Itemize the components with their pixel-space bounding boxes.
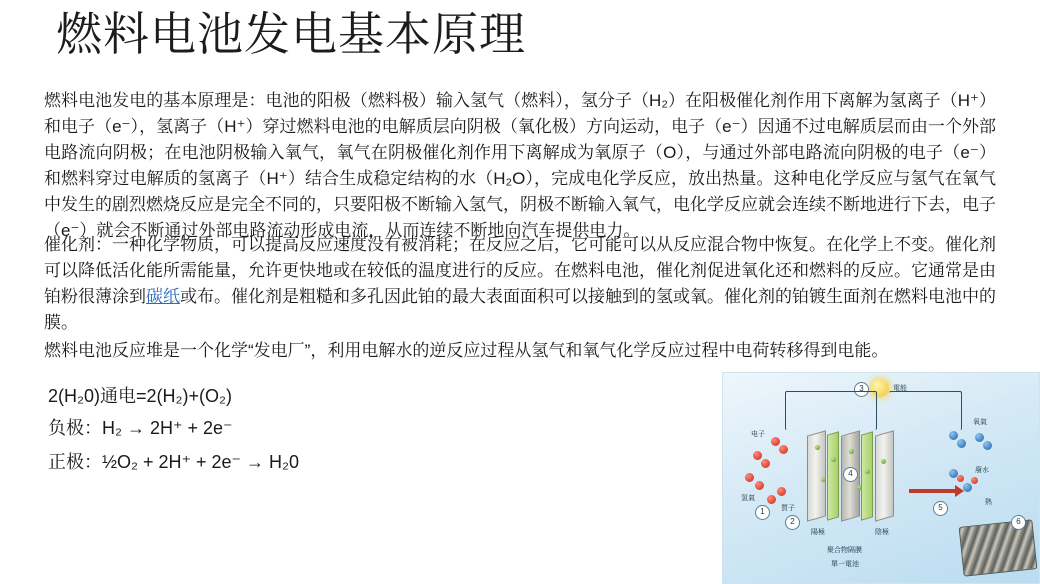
figure-badge-1: 1 xyxy=(755,505,770,520)
heat-arrow-line xyxy=(909,489,955,493)
figure-label-electron: 电子 xyxy=(751,431,765,438)
electron-particle xyxy=(865,469,870,474)
hydrogen-molecule xyxy=(755,481,764,490)
circuit-wire-left xyxy=(785,391,877,430)
membrane-layer xyxy=(827,431,839,520)
equation-overall: 2(H₂0)通电=2(H₂)+(O₂) xyxy=(48,386,232,406)
figure-badge-5: 5 xyxy=(933,501,948,516)
figure-badge-4: 4 xyxy=(843,467,858,482)
paragraph-2 xyxy=(44,232,996,336)
hydrogen-molecule xyxy=(761,459,770,468)
water-molecule xyxy=(963,483,972,492)
equation-cathode: 正极：½O₂ + 2H⁺ + 2e⁻ → H₂0 xyxy=(48,452,300,472)
oxygen-molecule xyxy=(983,441,992,450)
circuit-wire-right xyxy=(889,391,962,430)
figure-label-oxygen: 氧氣 xyxy=(973,419,987,426)
oxygen-molecule xyxy=(957,439,966,448)
hydrogen-molecule xyxy=(753,451,762,460)
page-title: 燃料电池发电基本原理 xyxy=(56,9,526,60)
figure-label-proton: 質子 xyxy=(781,505,795,512)
cathode-plate xyxy=(875,430,894,521)
equation-anode: 负极：H₂ → 2H⁺ + 2e⁻ xyxy=(48,418,233,438)
heat-arrow-head xyxy=(955,485,964,497)
figure-label-hydrogen: 氢氣 xyxy=(741,495,755,502)
paragraph-1: 燃料电池发电的基本原理是：电池的阳极（燃料极）输入氢气（燃料），氢分子（H₂）在阳极催化剂作用下离解为氢离子（H⁺）和电子（e⁻），氢离子（H⁺）穿过燃料电池的电解质层向阴极（氧化极）方向运动，电子（e⁻）因通不过电解质层而由一个外部电路流向阴极；在电池阴极输入氧气，氧气在阴极催化剂作用下离解成为氧原子（O），与通过外部电路流向阴极的电子（e⁻）和燃料穿过电解质的氢离子（H⁺）结合生成稳定结构的水（H₂O），完成电化学反应，放出热量。这种电化学反应与氢气在氧气中发生的剧烈燃烧反应是完全不同的，只要阳极不断输入氢气，阴极不断输入氧气，电化学反应就会连续不断地进行下去，电子（e⁻）就会不断通过外部电路流动形成电流，从而连续不断地向汽车提供电力。 xyxy=(44,91,996,240)
hydrogen-molecule xyxy=(779,445,788,454)
figure-label-cathode: 陰極 xyxy=(875,529,889,536)
electron-particle xyxy=(821,477,826,482)
electron-particle xyxy=(849,449,854,454)
figure-label-anode: 陽極 xyxy=(811,529,825,536)
oxygen-molecule xyxy=(975,433,984,442)
electron-particle xyxy=(815,445,820,450)
anode-plate xyxy=(807,430,826,521)
oxygen-molecule xyxy=(949,431,958,440)
water-molecule xyxy=(971,477,978,484)
figure-label-membrane: 聚合物隔膜 xyxy=(827,547,862,554)
carbon-paper-link[interactable]: 碳纸 xyxy=(146,287,180,306)
figure-badge-6: 6 xyxy=(1011,515,1026,530)
figure-label-bulb: 電能 xyxy=(893,385,907,392)
paragraph-2-text: 催化剂：一种化学物质，可以提高反应速度没有被消耗；在反应之后，它可能可以从反应混合物中恢复。在化学上不变。催化剂可以降低活化能所需能量，允许更快地或在较低的温度进行的反应。在燃料电池，催化剂促进氧化还和燃料的反应。它通常是由铂粉很薄涂到碳纸或布。催化剂是粗糙和多孔因此铂的最大表面面积可以接触到的氢或氧。催化剂的铂镀生面剂在燃料电池中的膜。 xyxy=(44,235,996,332)
hydrogen-molecule xyxy=(777,487,786,496)
figure-badge-3: 3 xyxy=(854,382,869,397)
hydrogen-molecule xyxy=(767,495,776,504)
water-molecule xyxy=(957,475,964,482)
electron-particle xyxy=(881,459,886,464)
hydrogen-molecule xyxy=(771,437,780,446)
fuel-cell-stack-photo xyxy=(959,519,1038,576)
figure-label-single-cell: 單一電池 xyxy=(831,561,859,568)
electron-particle xyxy=(857,485,862,490)
figure-label-heat: 熱 xyxy=(985,499,992,506)
figure-label-waste-water: 廢水 xyxy=(975,467,989,474)
paragraph-3: 燃料电池反应堆是一个化学“发电厂”，利用电解水的逆反应过程从氢气和氧气化学反应过程中电荷转移得到电能。 xyxy=(44,341,889,360)
electron-particle xyxy=(831,457,836,462)
figure-badge-2: 2 xyxy=(785,515,800,530)
fuel-cell-diagram xyxy=(722,372,1040,584)
membrane-layer-2 xyxy=(861,431,873,520)
hydrogen-molecule xyxy=(745,473,754,482)
